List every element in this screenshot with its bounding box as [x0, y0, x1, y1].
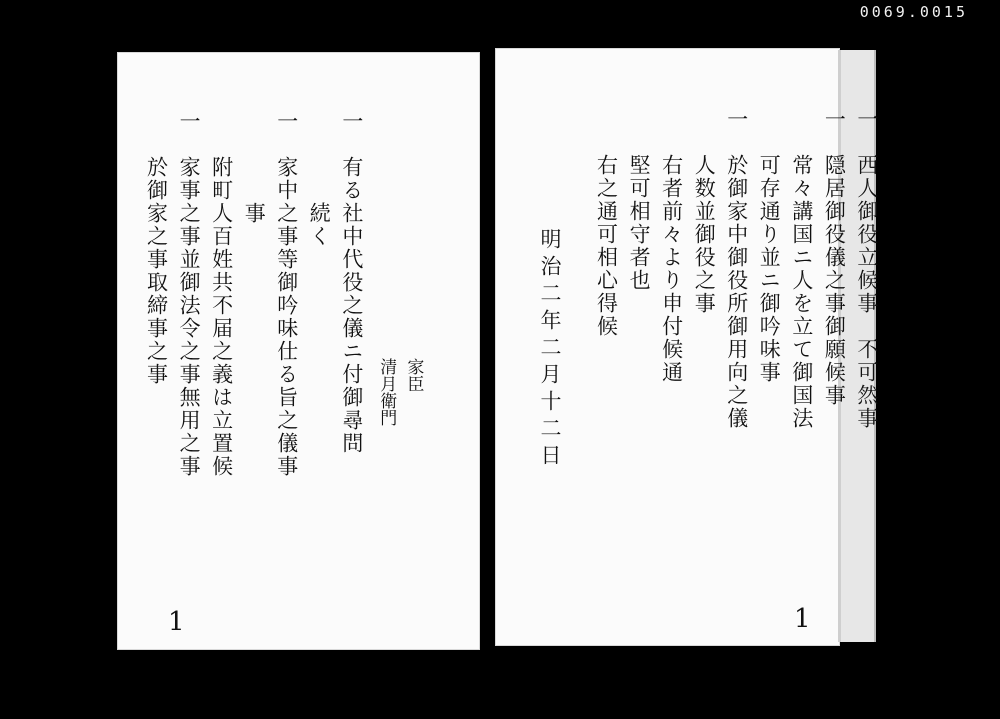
signature: 家臣 清月衛門	[376, 358, 424, 426]
left-page-text	[140, 110, 368, 540]
left-line-1: 一 有る社中代役之儀ニ付御尋問	[339, 110, 364, 455]
left-line-7: 於御家之事取締事之事	[144, 110, 169, 386]
right-line-7: 右者前々より申付候通	[659, 108, 684, 384]
right-line-1: 一 西人御役立候事 不可然事	[854, 108, 879, 430]
left-line-5: 附町人百姓共不届之義は立置候	[209, 110, 234, 478]
right-page-text	[590, 108, 883, 568]
document-date: 明治二年二月十二日	[538, 228, 562, 471]
right-page-mark: 1	[794, 604, 811, 634]
left-line-3: 一 家中之事等御吟味仕る旨之儀事	[274, 110, 299, 478]
right-line-5: 一 於御家中御役所御用向之儀	[724, 108, 749, 430]
right-line-6: 人数並御役之事	[692, 108, 717, 315]
right-line-9: 右之通可相心得候	[594, 108, 619, 338]
left-line-6: 一 家事之事並御法令之事無用之事	[177, 110, 202, 478]
left-page-mark: 1	[168, 607, 185, 637]
left-line-4: 事	[242, 110, 267, 225]
frame-id: 0069.0015	[859, 3, 968, 21]
right-line-8: 堅可相守者也	[627, 108, 652, 292]
right-line-3: 常々講国ニ人を立て御国法	[789, 108, 814, 430]
right-line-4: 可存通り並ニ御吟味事	[757, 108, 782, 384]
left-line-2: 続く	[307, 110, 332, 248]
right-line-2: 一 隠居御役儀之事御願候事	[822, 108, 847, 407]
